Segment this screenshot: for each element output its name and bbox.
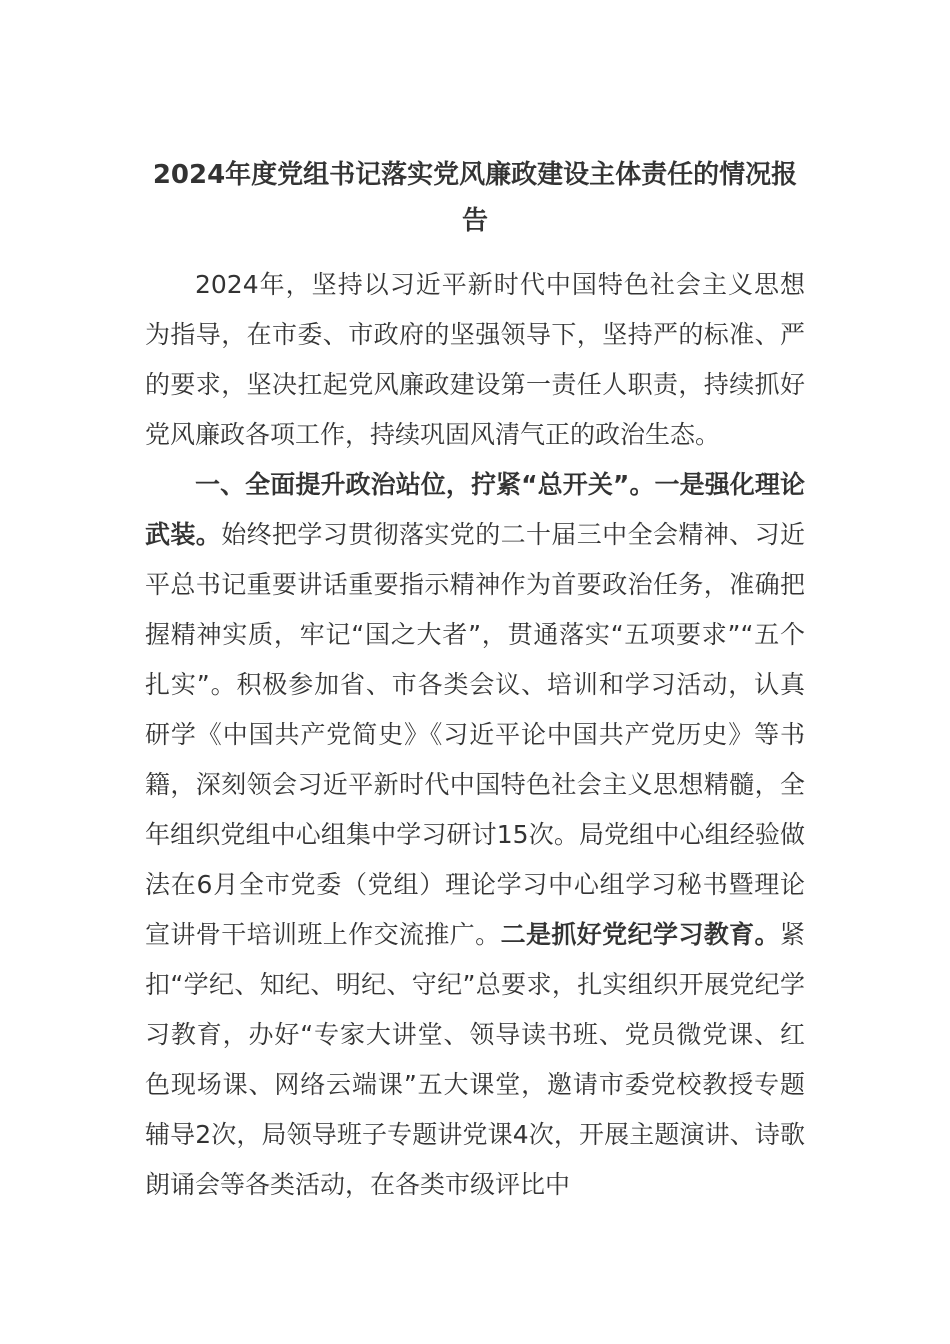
section-1-paragraph — [145, 460, 805, 1210]
intro-paragraph: 2024年，坚持以习近平新时代中国特色社会主义思想为指导，在市委、市政府的坚强领导下，坚持严的标准、严的要求，坚决扛起党风廉政建设第一责任人职责，持续抓好党风廉政各项工作，持续巩固风清气正的政治生态。 — [145, 270, 805, 449]
point-1-text: 始终把学习贯彻落实党的二十届三中全会精神、习近平总书记重要讲话重要指示精神作为首要政治任务，准确把握精神实质，牢记“国之大者”，贯通落实“五项要求”“五个扎实”。积极参加省、市各类会议、培训和学习活动，认真研学《中国共产党简史》《习近平论中国共产党历史》等书籍，深刻领会习近平新时代中国特色社会主义思想精髓，全年组织党组中心组集中学习研讨15次。局党组中心组经验做法在6月全市党委（党组）理论学习中心组学习秘书暨理论宣讲骨干培训班上作交流推广。 — [145, 520, 805, 949]
point-2-lead: 二是抓好党纪学习教育。 — [500, 920, 780, 949]
document-title: 2024年度党组书记落实党风廉政建设主体责任的情况报告 — [152, 160, 798, 236]
point-1-lead: 一是强化理论武装。 — [145, 470, 805, 549]
point-2-text: 紧扣“学纪、知纪、明纪、守纪”总要求，扎实组织开展党纪学习教育，办好“专家大讲堂、领导读书班、党员微党课、红色现场课、网络云端课”五大课堂，邀请市委党校教授专题辅导2次，局领导班子专题讲党课4次，开展主题演讲、诗歌朗诵会等各类活动，在各类市级评比中 — [145, 920, 805, 1199]
section-1-heading: 一、全面提升政治站位，拧紧“总开关”。 — [195, 470, 655, 499]
document-body — [145, 260, 805, 1210]
